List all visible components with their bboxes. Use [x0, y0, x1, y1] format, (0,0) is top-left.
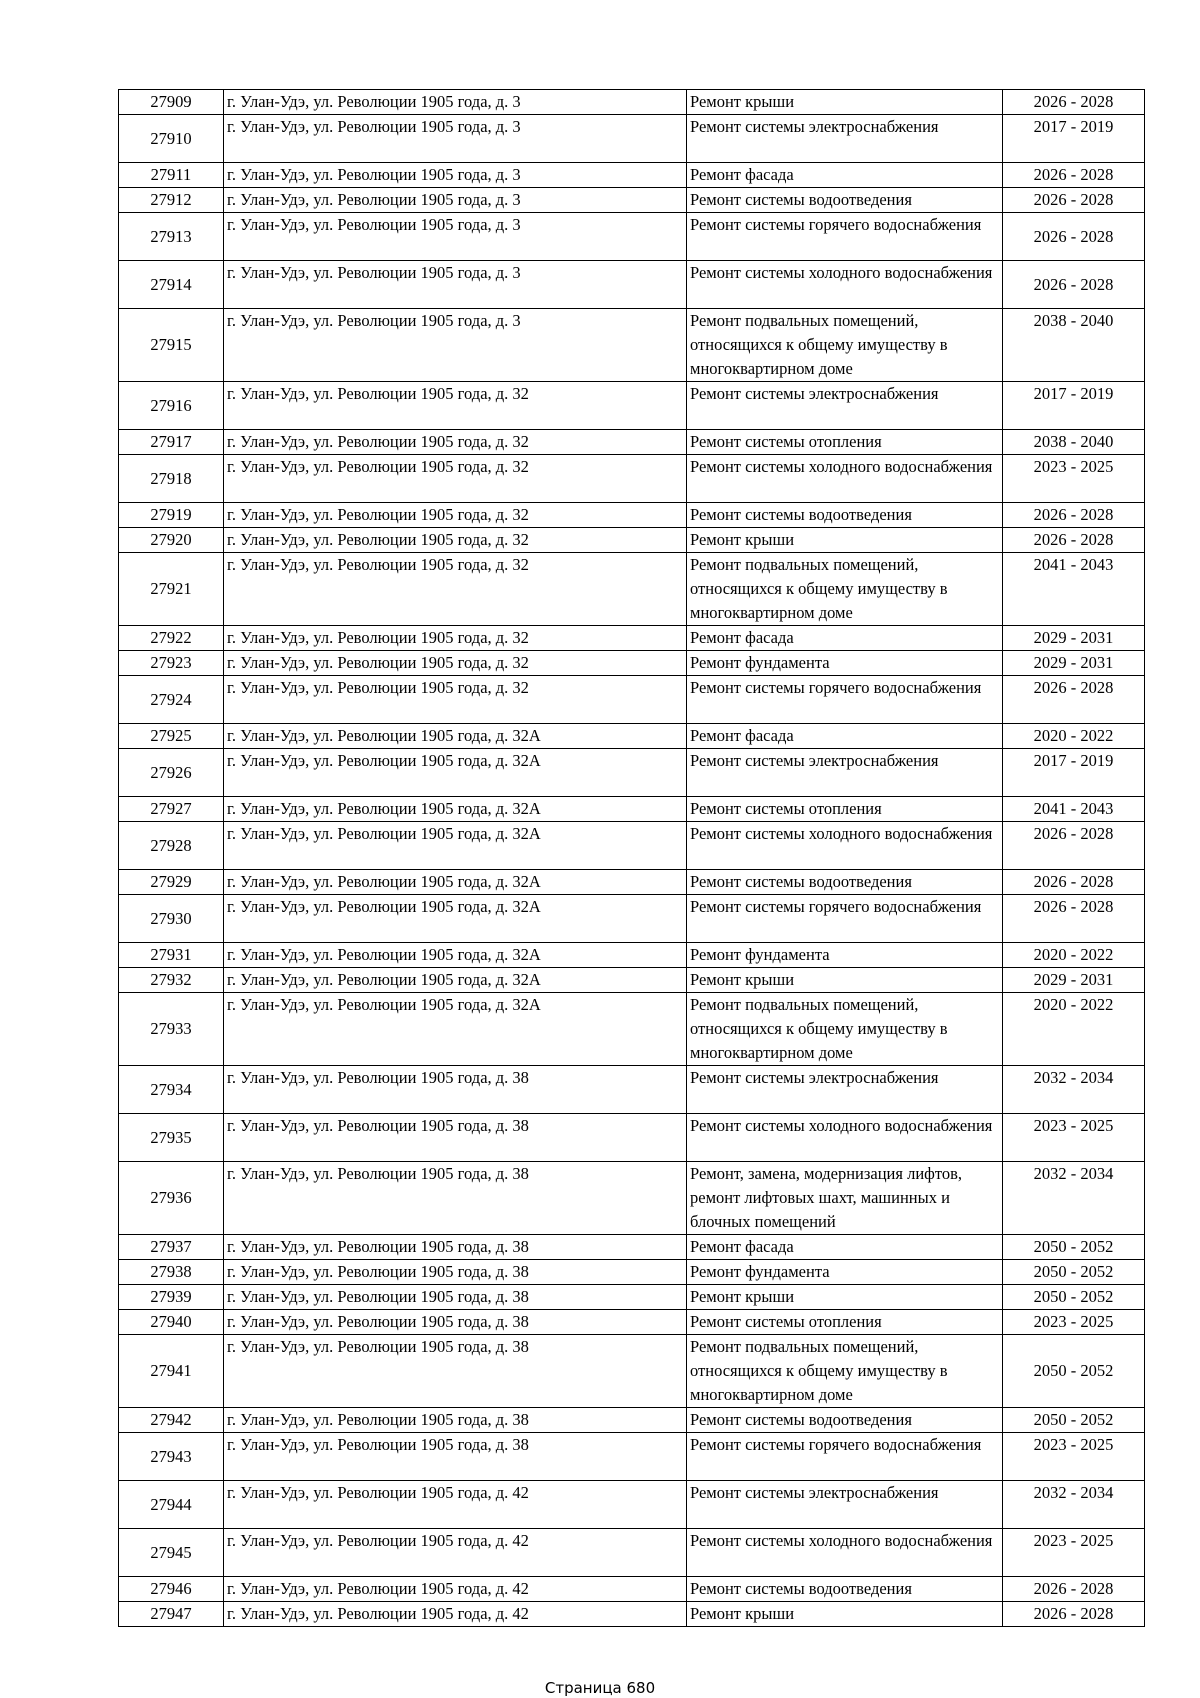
- address-cell: г. Улан-Удэ, ул. Революции 1905 года, д. 32: [224, 382, 687, 430]
- address-cell: г. Улан-Удэ, ул. Революции 1905 года, д. 38: [224, 1162, 687, 1235]
- address-cell: г. Улан-Удэ, ул. Революции 1905 года, д. 32: [224, 528, 687, 553]
- years-cell: 2050 - 2052: [1003, 1285, 1145, 1310]
- work-type-cell: Ремонт системы горячего водоснабжения: [687, 895, 1003, 943]
- table-row: [119, 943, 1145, 968]
- row-number-cell: 27941: [119, 1335, 224, 1408]
- years-cell: 2026 - 2028: [1003, 822, 1145, 870]
- row-number-cell: 27910: [119, 115, 224, 163]
- years-cell: 2026 - 2028: [1003, 261, 1145, 309]
- address-cell: г. Улан-Удэ, ул. Революции 1905 года, д. 32: [224, 626, 687, 651]
- row-number-cell: 27946: [119, 1577, 224, 1602]
- years-cell: 2026 - 2028: [1003, 895, 1145, 943]
- table-row: [119, 115, 1145, 163]
- years-cell: 2017 - 2019: [1003, 382, 1145, 430]
- row-number-cell: 27911: [119, 163, 224, 188]
- address-cell: г. Улан-Удэ, ул. Революции 1905 года, д. 32А: [224, 993, 687, 1066]
- work-type-cell: Ремонт системы водоотведения: [687, 1408, 1003, 1433]
- work-type-cell: Ремонт системы отопления: [687, 430, 1003, 455]
- address-cell: г. Улан-Удэ, ул. Революции 1905 года, д. 38: [224, 1433, 687, 1481]
- row-number-cell: 27942: [119, 1408, 224, 1433]
- table-row: [119, 822, 1145, 870]
- years-cell: 2041 - 2043: [1003, 553, 1145, 626]
- row-number-cell: 27918: [119, 455, 224, 503]
- table-row: [119, 1577, 1145, 1602]
- row-number-cell: 27933: [119, 993, 224, 1066]
- work-type-cell: Ремонт фундамента: [687, 1260, 1003, 1285]
- address-cell: г. Улан-Удэ, ул. Революции 1905 года, д. 3: [224, 115, 687, 163]
- table-row: [119, 1481, 1145, 1529]
- years-cell: 2020 - 2022: [1003, 943, 1145, 968]
- work-type-cell: Ремонт фасада: [687, 724, 1003, 749]
- address-cell: г. Улан-Удэ, ул. Революции 1905 года, д. 42: [224, 1602, 687, 1627]
- work-type-cell: Ремонт системы электроснабжения: [687, 1481, 1003, 1529]
- table-row: [119, 455, 1145, 503]
- table-row: [119, 870, 1145, 895]
- address-cell: г. Улан-Удэ, ул. Революции 1905 года, д. 38: [224, 1408, 687, 1433]
- address-cell: г. Улан-Удэ, ул. Революции 1905 года, д. 32: [224, 430, 687, 455]
- years-cell: 2020 - 2022: [1003, 724, 1145, 749]
- years-cell: 2026 - 2028: [1003, 213, 1145, 261]
- work-type-cell: Ремонт системы холодного водоснабжения: [687, 261, 1003, 309]
- work-type-cell: Ремонт системы электроснабжения: [687, 1066, 1003, 1114]
- row-number-cell: 27945: [119, 1529, 224, 1577]
- work-type-cell: Ремонт системы горячего водоснабжения: [687, 1433, 1003, 1481]
- row-number-cell: 27919: [119, 503, 224, 528]
- work-type-cell: Ремонт системы электроснабжения: [687, 115, 1003, 163]
- table-row: [119, 749, 1145, 797]
- table-row: [119, 382, 1145, 430]
- address-cell: г. Улан-Удэ, ул. Революции 1905 года, д. 38: [224, 1235, 687, 1260]
- address-cell: г. Улан-Удэ, ул. Революции 1905 года, д. 3: [224, 309, 687, 382]
- row-number-cell: 27931: [119, 943, 224, 968]
- table-row: [119, 1235, 1145, 1260]
- table-row: [119, 1335, 1145, 1408]
- address-cell: г. Улан-Удэ, ул. Революции 1905 года, д. 32: [224, 553, 687, 626]
- row-number-cell: 27924: [119, 676, 224, 724]
- years-cell: 2023 - 2025: [1003, 1310, 1145, 1335]
- address-cell: г. Улан-Удэ, ул. Революции 1905 года, д. 32А: [224, 822, 687, 870]
- table-row: [119, 968, 1145, 993]
- address-cell: г. Улан-Удэ, ул. Революции 1905 года, д. 32: [224, 651, 687, 676]
- row-number-cell: 27937: [119, 1235, 224, 1260]
- address-cell: г. Улан-Удэ, ул. Революции 1905 года, д. 3: [224, 261, 687, 309]
- years-cell: 2029 - 2031: [1003, 626, 1145, 651]
- table-row: [119, 724, 1145, 749]
- repair-schedule-table: [118, 89, 1145, 1627]
- work-type-cell: Ремонт системы водоотведения: [687, 188, 1003, 213]
- years-cell: 2050 - 2052: [1003, 1235, 1145, 1260]
- row-number-cell: 27927: [119, 797, 224, 822]
- years-cell: 2017 - 2019: [1003, 115, 1145, 163]
- table-row: [119, 163, 1145, 188]
- years-cell: 2041 - 2043: [1003, 797, 1145, 822]
- address-cell: г. Улан-Удэ, ул. Революции 1905 года, д. 38: [224, 1335, 687, 1408]
- years-cell: 2050 - 2052: [1003, 1260, 1145, 1285]
- table-row: [119, 1408, 1145, 1433]
- row-number-cell: 27928: [119, 822, 224, 870]
- row-number-cell: 27909: [119, 90, 224, 115]
- years-cell: 2023 - 2025: [1003, 1114, 1145, 1162]
- table-row: [119, 1285, 1145, 1310]
- address-cell: г. Улан-Удэ, ул. Революции 1905 года, д. 3: [224, 188, 687, 213]
- table-row: [119, 651, 1145, 676]
- work-type-cell: Ремонт крыши: [687, 90, 1003, 115]
- table-row: [119, 1162, 1145, 1235]
- row-number-cell: 27944: [119, 1481, 224, 1529]
- work-type-cell: Ремонт системы водоотведения: [687, 1577, 1003, 1602]
- table-row: [119, 676, 1145, 724]
- table-row: [119, 1602, 1145, 1627]
- work-type-cell: Ремонт системы холодного водоснабжения: [687, 455, 1003, 503]
- address-cell: г. Улан-Удэ, ул. Революции 1905 года, д. 32А: [224, 724, 687, 749]
- row-number-cell: 27912: [119, 188, 224, 213]
- years-cell: 2020 - 2022: [1003, 993, 1145, 1066]
- work-type-cell: Ремонт подвальных помещений, относящихся к общему имуществу в многоквартирном доме: [687, 309, 1003, 382]
- years-cell: 2023 - 2025: [1003, 1433, 1145, 1481]
- work-type-cell: Ремонт фасада: [687, 626, 1003, 651]
- years-cell: 2032 - 2034: [1003, 1481, 1145, 1529]
- address-cell: г. Улан-Удэ, ул. Революции 1905 года, д. 3: [224, 213, 687, 261]
- address-cell: г. Улан-Удэ, ул. Революции 1905 года, д. 32А: [224, 749, 687, 797]
- address-cell: г. Улан-Удэ, ул. Революции 1905 года, д. 32: [224, 676, 687, 724]
- work-type-cell: Ремонт фасада: [687, 1235, 1003, 1260]
- row-number-cell: 27929: [119, 870, 224, 895]
- address-cell: г. Улан-Удэ, ул. Революции 1905 года, д. 38: [224, 1285, 687, 1310]
- address-cell: г. Улан-Удэ, ул. Революции 1905 года, д. 32А: [224, 797, 687, 822]
- work-type-cell: Ремонт системы водоотведения: [687, 870, 1003, 895]
- table-body: [119, 90, 1145, 1627]
- work-type-cell: Ремонт системы холодного водоснабжения: [687, 822, 1003, 870]
- table-row: [119, 213, 1145, 261]
- years-cell: 2026 - 2028: [1003, 90, 1145, 115]
- table-row: [119, 553, 1145, 626]
- address-cell: г. Улан-Удэ, ул. Революции 1905 года, д. 32А: [224, 895, 687, 943]
- row-number-cell: 27915: [119, 309, 224, 382]
- address-cell: г. Улан-Удэ, ул. Революции 1905 года, д. 32: [224, 503, 687, 528]
- work-type-cell: Ремонт фасада: [687, 163, 1003, 188]
- table-row: [119, 1433, 1145, 1481]
- table-row: [119, 309, 1145, 382]
- work-type-cell: Ремонт фундамента: [687, 943, 1003, 968]
- address-cell: г. Улан-Удэ, ул. Революции 1905 года, д. 38: [224, 1114, 687, 1162]
- work-type-cell: Ремонт системы горячего водоснабжения: [687, 676, 1003, 724]
- years-cell: 2032 - 2034: [1003, 1162, 1145, 1235]
- row-number-cell: 27939: [119, 1285, 224, 1310]
- row-number-cell: 27932: [119, 968, 224, 993]
- years-cell: 2026 - 2028: [1003, 528, 1145, 553]
- work-type-cell: Ремонт системы отопления: [687, 797, 1003, 822]
- years-cell: 2032 - 2034: [1003, 1066, 1145, 1114]
- work-type-cell: Ремонт, замена, модернизация лифтов, ремонт лифтовых шахт, машинных и блочных помещений: [687, 1162, 1003, 1235]
- work-type-cell: Ремонт крыши: [687, 1602, 1003, 1627]
- years-cell: 2023 - 2025: [1003, 1529, 1145, 1577]
- years-cell: 2050 - 2052: [1003, 1408, 1145, 1433]
- address-cell: г. Улан-Удэ, ул. Революции 1905 года, д. 38: [224, 1310, 687, 1335]
- work-type-cell: Ремонт системы электроснабжения: [687, 382, 1003, 430]
- years-cell: 2026 - 2028: [1003, 1577, 1145, 1602]
- table-row: [119, 1114, 1145, 1162]
- years-cell: 2026 - 2028: [1003, 870, 1145, 895]
- page-number: Страница 680: [544, 1679, 656, 1697]
- row-number-cell: 27938: [119, 1260, 224, 1285]
- address-cell: г. Улан-Удэ, ул. Революции 1905 года, д. 32А: [224, 870, 687, 895]
- row-number-cell: 27921: [119, 553, 224, 626]
- table-row: [119, 993, 1145, 1066]
- work-type-cell: Ремонт крыши: [687, 1285, 1003, 1310]
- address-cell: г. Улан-Удэ, ул. Революции 1905 года, д. 32А: [224, 943, 687, 968]
- years-cell: 2026 - 2028: [1003, 1602, 1145, 1627]
- table-row: [119, 895, 1145, 943]
- row-number-cell: 27925: [119, 724, 224, 749]
- row-number-cell: 27922: [119, 626, 224, 651]
- row-number-cell: 27923: [119, 651, 224, 676]
- table-row: [119, 261, 1145, 309]
- address-cell: г. Улан-Удэ, ул. Революции 1905 года, д. 42: [224, 1529, 687, 1577]
- work-type-cell: Ремонт системы электроснабжения: [687, 749, 1003, 797]
- work-type-cell: Ремонт системы холодного водоснабжения: [687, 1529, 1003, 1577]
- table-row: [119, 1260, 1145, 1285]
- address-cell: г. Улан-Удэ, ул. Революции 1905 года, д. 3: [224, 163, 687, 188]
- table-row: [119, 430, 1145, 455]
- row-number-cell: 27926: [119, 749, 224, 797]
- years-cell: 2050 - 2052: [1003, 1335, 1145, 1408]
- work-type-cell: Ремонт подвальных помещений, относящихся к общему имуществу в многоквартирном доме: [687, 993, 1003, 1066]
- table-row: [119, 503, 1145, 528]
- table-row: [119, 188, 1145, 213]
- work-type-cell: Ремонт крыши: [687, 528, 1003, 553]
- years-cell: 2038 - 2040: [1003, 309, 1145, 382]
- table-row: [119, 626, 1145, 651]
- row-number-cell: 27947: [119, 1602, 224, 1627]
- years-cell: 2026 - 2028: [1003, 163, 1145, 188]
- work-type-cell: Ремонт фундамента: [687, 651, 1003, 676]
- address-cell: г. Улан-Удэ, ул. Революции 1905 года, д. 32А: [224, 968, 687, 993]
- address-cell: г. Улан-Удэ, ул. Революции 1905 года, д. 32: [224, 455, 687, 503]
- address-cell: г. Улан-Удэ, ул. Революции 1905 года, д. 38: [224, 1066, 687, 1114]
- row-number-cell: 27920: [119, 528, 224, 553]
- table-row: [119, 797, 1145, 822]
- years-cell: 2029 - 2031: [1003, 651, 1145, 676]
- table-row: [119, 1066, 1145, 1114]
- row-number-cell: 27917: [119, 430, 224, 455]
- work-type-cell: Ремонт подвальных помещений, относящихся к общему имуществу в многоквартирном доме: [687, 1335, 1003, 1408]
- row-number-cell: 27913: [119, 213, 224, 261]
- table-row: [119, 1529, 1145, 1577]
- years-cell: 2038 - 2040: [1003, 430, 1145, 455]
- address-cell: г. Улан-Удэ, ул. Революции 1905 года, д. 42: [224, 1481, 687, 1529]
- years-cell: 2026 - 2028: [1003, 676, 1145, 724]
- years-cell: 2029 - 2031: [1003, 968, 1145, 993]
- work-type-cell: Ремонт системы водоотведения: [687, 503, 1003, 528]
- table-row: [119, 1310, 1145, 1335]
- work-type-cell: Ремонт системы отопления: [687, 1310, 1003, 1335]
- address-cell: г. Улан-Удэ, ул. Революции 1905 года, д. 42: [224, 1577, 687, 1602]
- work-type-cell: Ремонт подвальных помещений, относящихся к общему имуществу в многоквартирном доме: [687, 553, 1003, 626]
- address-cell: г. Улан-Удэ, ул. Революции 1905 года, д. 38: [224, 1260, 687, 1285]
- row-number-cell: 27914: [119, 261, 224, 309]
- work-type-cell: Ремонт системы горячего водоснабжения: [687, 213, 1003, 261]
- table-row: [119, 528, 1145, 553]
- row-number-cell: 27936: [119, 1162, 224, 1235]
- row-number-cell: 27916: [119, 382, 224, 430]
- row-number-cell: 27943: [119, 1433, 224, 1481]
- address-cell: г. Улан-Удэ, ул. Революции 1905 года, д. 3: [224, 90, 687, 115]
- row-number-cell: 27935: [119, 1114, 224, 1162]
- work-type-cell: Ремонт крыши: [687, 968, 1003, 993]
- row-number-cell: 27934: [119, 1066, 224, 1114]
- table-row: [119, 90, 1145, 115]
- row-number-cell: 27940: [119, 1310, 224, 1335]
- years-cell: 2026 - 2028: [1003, 503, 1145, 528]
- row-number-cell: 27930: [119, 895, 224, 943]
- years-cell: 2017 - 2019: [1003, 749, 1145, 797]
- years-cell: 2023 - 2025: [1003, 455, 1145, 503]
- work-type-cell: Ремонт системы холодного водоснабжения: [687, 1114, 1003, 1162]
- years-cell: 2026 - 2028: [1003, 188, 1145, 213]
